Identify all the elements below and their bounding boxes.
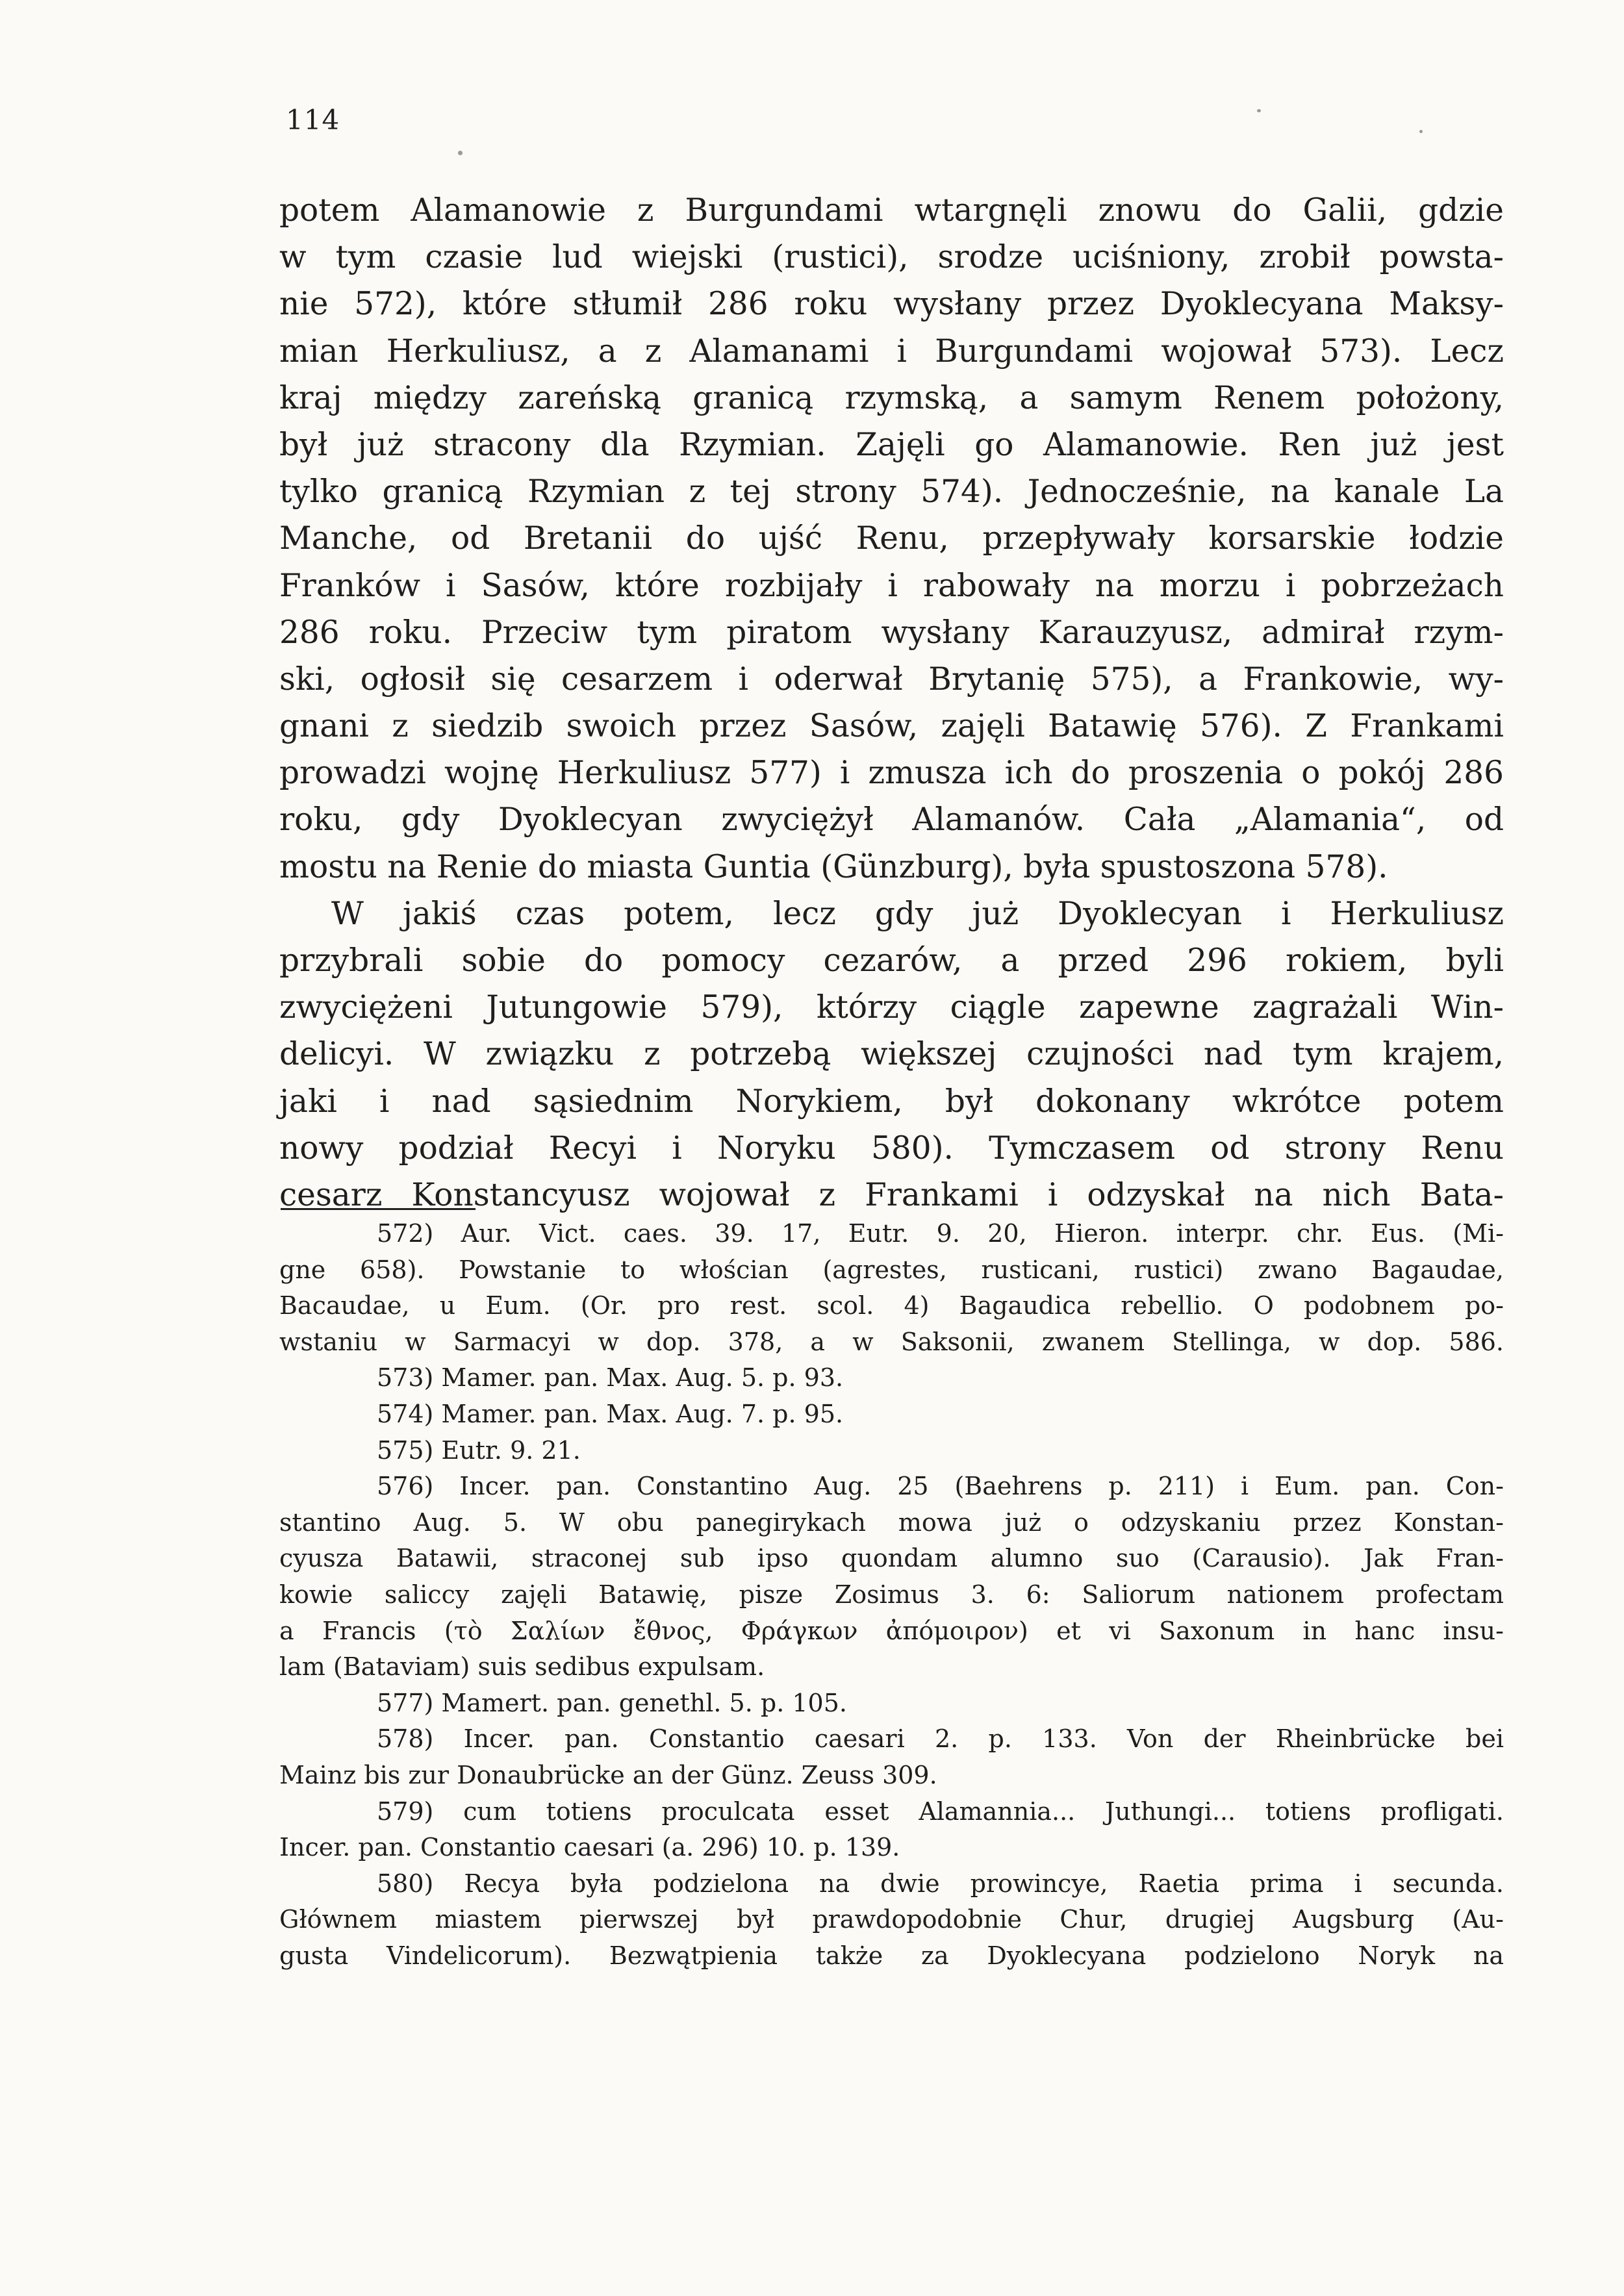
body-line: nie 572), które stłumił 286 roku wysłany przez Dyoklecyana Maksy- bbox=[279, 286, 1504, 323]
footnote-line: a Francis (τὸ Σαλίων ἔθνος, Φράγκων ἀπόμοιρον) et vi Saxonum in hanc insu- bbox=[279, 1616, 1504, 1645]
body-line: delicyi. W związku z potrzebą większej czujności nad tym krajem, bbox=[279, 1036, 1504, 1073]
body-line: mostu na Renie do miasta Guntia (Günzburg), była spustoszona 578). bbox=[279, 848, 1388, 885]
page-number: 114 bbox=[286, 104, 340, 136]
body-line: kraj między zareńską granicą rzymską, a samym Renem położony, bbox=[279, 379, 1504, 416]
footnote-separator bbox=[281, 1208, 476, 1210]
body-line: gnani z siedzib swoich przez Sasów, zajęli Batawię 576). Z Frankami bbox=[279, 708, 1504, 745]
print-speck bbox=[458, 151, 463, 155]
footnote-line: Incer. pan. Constantio caesari (a. 296) 10. p. 139. bbox=[279, 1833, 900, 1862]
footnote-line: 580) Recya była podzielona na dwie prowincye, Raetia prima i secunda. bbox=[377, 1869, 1504, 1898]
footnotes bbox=[279, 1216, 1504, 1974]
footnote-line: Głównem miastem pierwszej był prawdopodobnie Chur, drugiej Augsburg (Au- bbox=[279, 1905, 1504, 1934]
body-line: mian Herkuliusz, a z Alamanami i Burgundami wojował 573). Lecz bbox=[279, 333, 1504, 370]
body-line: był już stracony dla Rzymian. Zajęli go Alamanowie. Ren już jest bbox=[279, 426, 1504, 463]
body-line: nowy podział Recyi i Noryku 580). Tymczasem od strony Renu bbox=[279, 1129, 1504, 1167]
footnote-line: gusta Vindelicorum). Bezwątpienia także za Dyoklecyana podzielono Noryk na bbox=[279, 1941, 1504, 1970]
body-line: jaki i nad sąsiednim Norykiem, był dokonany wkrótce potem bbox=[279, 1083, 1504, 1120]
body-line: prowadzi wojnę Herkuliusz 577) i zmusza ich do proszenia o pokój 286 bbox=[279, 755, 1504, 792]
body-line: Manche, od Bretanii do ujść Renu, przepływały korsarskie łodzie bbox=[279, 520, 1504, 557]
print-speck bbox=[1419, 130, 1423, 133]
footnote-line: gne 658). Powstanie to włościan (agrestes, rusticani, rustici) zwano Bagaudae, bbox=[279, 1255, 1504, 1284]
footnote-line: Bacaudae, u Eum. (Or. pro rest. scol. 4) Bagaudica rebellio. O podobnem po- bbox=[279, 1291, 1504, 1320]
body-line: 286 roku. Przeciw tym piratom wysłany Karauzyusz, admirał rzym- bbox=[279, 614, 1504, 651]
footnote-line: 576) Incer. pan. Constantino Aug. 25 (Baehrens p. 211) i Eum. pan. Con- bbox=[377, 1472, 1504, 1501]
footnote-line: kowie saliccy zajęli Batawię, pisze Zosimus 3. 6: Saliorum nationem profectam bbox=[279, 1580, 1504, 1609]
body-line: cesarz Konstancyusz wojował z Frankami i odzyskał na nich Bata- bbox=[279, 1176, 1504, 1213]
body-line: przybrali sobie do pomocy cezarów, a przed 296 rokiem, byli bbox=[279, 942, 1504, 979]
footnote-line: 573) Mamer. pan. Max. Aug. 5. p. 93. bbox=[377, 1363, 844, 1393]
body-line: potem Alamanowie z Burgundami wtargnęli znowu do Galii, gdzie bbox=[279, 192, 1504, 229]
footnote-line: 574) Mamer. pan. Max. Aug. 7. p. 95. bbox=[377, 1399, 844, 1428]
body-line: ski, ogłosił się cesarzem i oderwał Brytanię 575), a Frankowie, wy- bbox=[279, 661, 1504, 698]
footnote-line: lam (Bataviam) suis sedibus expulsam. bbox=[279, 1652, 765, 1682]
body-line: w tym czasie lud wiejski (rustici), srodze uciśniony, zrobił powsta- bbox=[279, 239, 1504, 276]
footnote-line: 575) Eutr. 9. 21. bbox=[377, 1435, 581, 1465]
body-text bbox=[279, 187, 1504, 1218]
body-line: roku, gdy Dyoklecyan zwyciężył Alamanów. Cała „Alamania“, od bbox=[279, 801, 1504, 839]
footnote-line: stantino Aug. 5. W obu panegirykach mowa już o odzyskaniu przez Konstan- bbox=[279, 1508, 1504, 1537]
footnote-line: 578) Incer. pan. Constantio caesari 2. p. 133. Von der Rheinbrücke bei bbox=[377, 1724, 1504, 1754]
body-line: zwyciężeni Jutungowie 579), którzy ciągle zapewne zagrażali Win- bbox=[279, 989, 1504, 1026]
footnote-line: 579) cum totiens proculcata esset Alamannia... Juthungi... totiens profligati. bbox=[377, 1797, 1504, 1826]
body-line: tylko granicą Rzymian z tej strony 574). Jednocześnie, na kanale La bbox=[279, 473, 1504, 511]
footnote-line: 572) Aur. Vict. caes. 39. 17, Eutr. 9. 20, Hieron. interpr. chr. Eus. (Mi- bbox=[377, 1219, 1504, 1248]
body-line: W jakiś czas potem, lecz gdy już Dyoklecyan i Herkuliusz bbox=[331, 895, 1504, 932]
footnote-line: cyusza Batawii, straconej sub ipso quondam alumno suo (Carausio). Jak Fran- bbox=[279, 1544, 1504, 1573]
footnote-line: wstaniu w Sarmacyi w dop. 378, a w Saksonii, zwanem Stellinga, w dop. 586. bbox=[279, 1327, 1504, 1356]
footnote-line: Mainz bis zur Donaubrücke an der Günz. Zeuss 309. bbox=[279, 1760, 937, 1789]
body-line: Franków i Sasów, które rozbijały i rabowały na morzu i pobrzeżach bbox=[279, 567, 1504, 604]
footnote-line: 577) Mamert. pan. genethl. 5. p. 105. bbox=[377, 1688, 847, 1717]
print-speck bbox=[1257, 109, 1261, 112]
